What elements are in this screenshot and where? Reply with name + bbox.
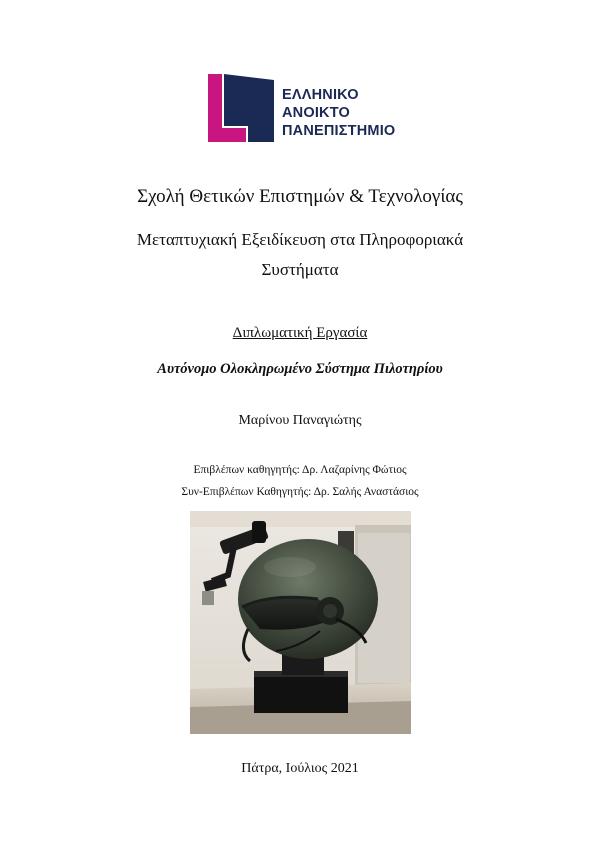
program-title-line-1: Μεταπτυχιακή Εξειδίκευση στα Πληροφοριακά xyxy=(136,230,464,249)
author-name: Μαρίνου Παναγιώτης xyxy=(238,413,362,428)
logo-mark-icon xyxy=(208,72,280,144)
logo-line-3: ΠΑΝΕΠΙΣΤΗΜΙΟ xyxy=(282,123,396,139)
logo-line-1: ΕΛΛΗΝΙΚΟ xyxy=(282,87,359,103)
helmet-photo-icon xyxy=(190,511,411,734)
program-title-line-2: Συστήματα xyxy=(261,260,339,279)
cover-photo xyxy=(190,511,411,734)
supervisor-main: Επιβλέπων καθηγητής: Δρ. Λαζαρίνης Φώτιος xyxy=(193,464,407,476)
university-logo xyxy=(208,72,398,144)
thesis-label: Διπλωματική Εργασία xyxy=(232,325,368,341)
supervisor-co: Συν-Επιβλέπων Καθηγητής: Δρ. Σαλής Αναστάσιος xyxy=(181,486,419,498)
place-date: Πάτρα, Ιούλιος 2021 xyxy=(241,761,359,776)
school-name: Σχολή Θετικών Επιστημών & Τεχνολογίας xyxy=(137,186,463,207)
thesis-title: Αυτόνομο Ολοκληρωμένο Σύστημα Πιλοτηρίου xyxy=(157,361,443,377)
logo-line-2: ΑΝΟΙΚΤΟ xyxy=(282,105,350,121)
